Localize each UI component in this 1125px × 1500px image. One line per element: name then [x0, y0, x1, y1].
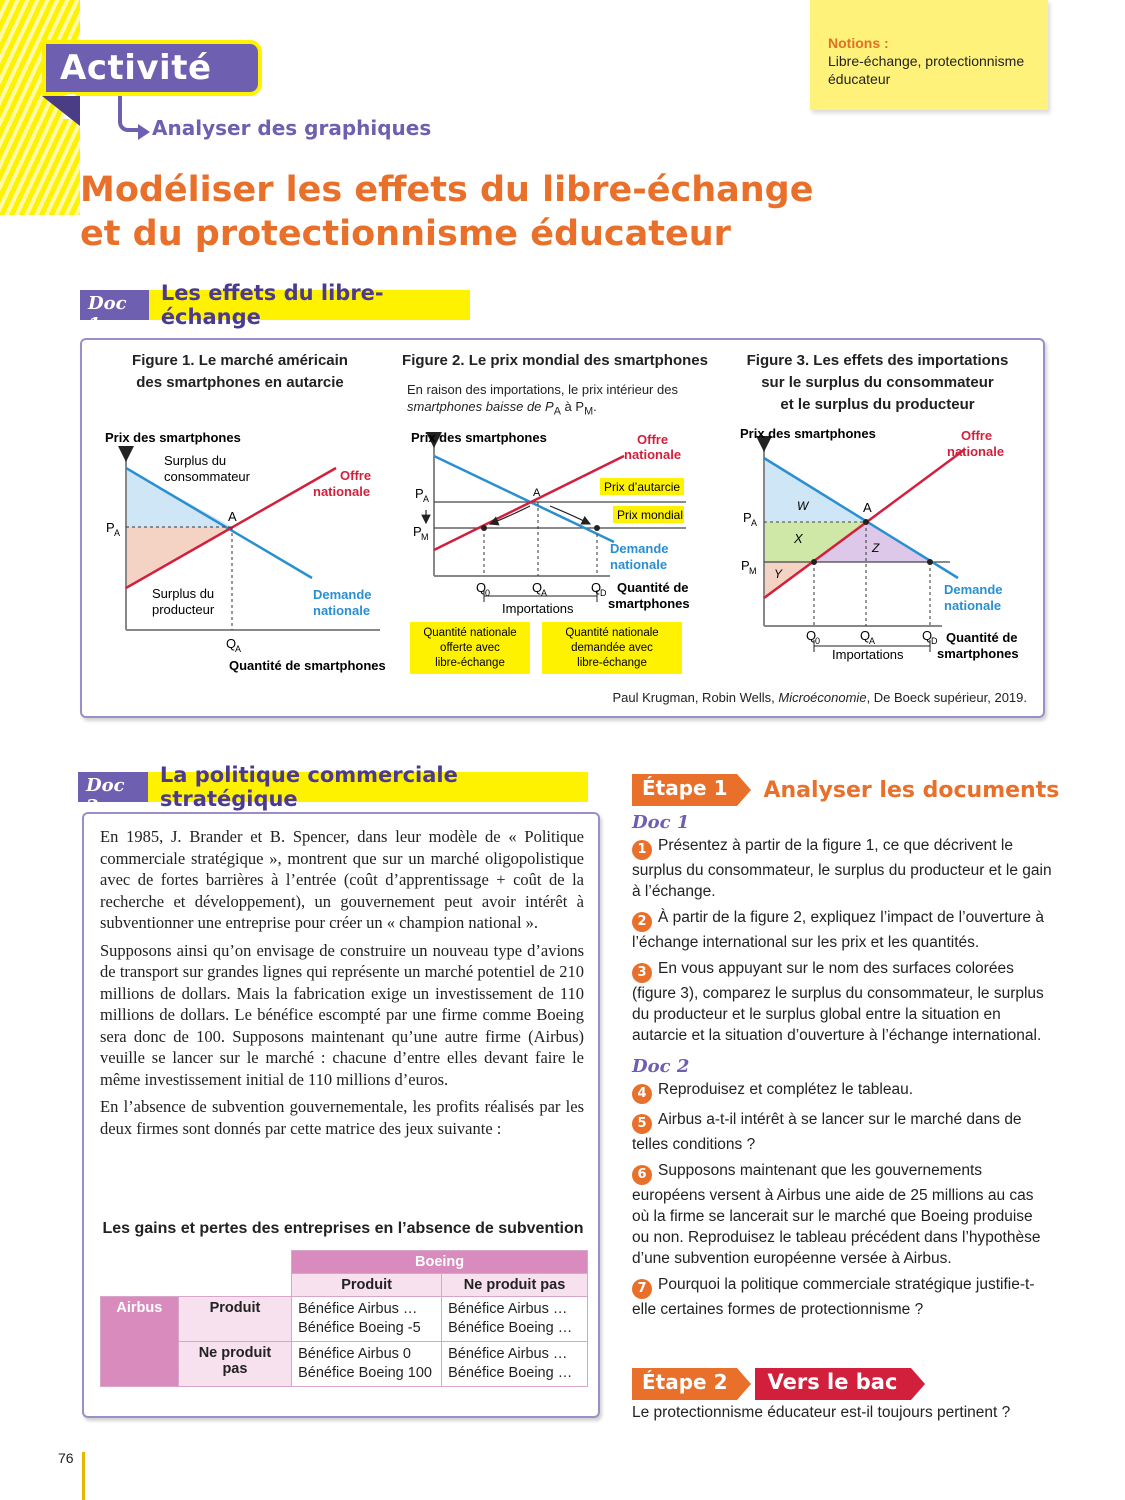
bac-question: Le protectionnisme éducateur est-il toujours pertinent ?: [632, 1404, 1011, 1421]
fig3-title-line2: sur le surplus du consommateur: [761, 374, 994, 391]
question-number: 1: [632, 840, 652, 860]
fig1-title: [120, 350, 360, 394]
etape2-tag: Étape 2: [632, 1368, 737, 1400]
cell-boeing-value: Bénéfice Boeing -5: [298, 1320, 421, 1336]
fig1-demand-label2: nationale: [313, 603, 371, 618]
doc2-tag: Doc 2: [78, 772, 148, 802]
doc2-heading: [78, 763, 588, 817]
fig1-title-line2: des smartphones en autarcie: [136, 374, 344, 391]
cell-airbus-value: Bénéfice Airbus 0: [298, 1346, 411, 1362]
fig1-ps-label2: producteur: [152, 602, 215, 617]
fig2-qa: Q: [532, 580, 543, 595]
game-matrix-table: [100, 1250, 588, 1387]
fig3-pa-sub: A: [751, 518, 758, 528]
table-cell: [292, 1342, 442, 1387]
table-row: [101, 1274, 588, 1297]
fig3-supply-label1: Offre: [961, 428, 993, 443]
fig2-qa-sub: A: [541, 588, 548, 598]
page-bar: [82, 1452, 85, 1500]
source-publisher: , De Boeck supérieur, 2019.: [866, 690, 1027, 705]
fig1-cs-label1: Surplus du: [164, 453, 227, 468]
fig3-title-line1: Figure 3. Les effets des importations: [746, 352, 1009, 369]
question-text: À partir de la figure 2, expliquez l’impact de l’ouverture à l’échange international sur les prix et les quantités.: [632, 909, 1044, 951]
page-number: 76: [58, 1450, 74, 1466]
fig3-pa: P: [743, 510, 752, 525]
question-text: Reproduisez et complétez le tableau.: [658, 1081, 914, 1098]
cell-boeing-value: Bénéfice Boeing 100: [298, 1365, 432, 1381]
badge-notch: [42, 96, 80, 126]
fig3-supply-label2: nationale: [947, 444, 1005, 459]
question-5: [632, 1109, 1052, 1155]
etape2-arrow-icon: [737, 1368, 751, 1400]
fig3-q0-point: [811, 559, 817, 565]
question-number: 7: [632, 1279, 652, 1299]
fig2-supply-label2: nationale: [624, 447, 682, 462]
question-number: 6: [632, 1165, 652, 1185]
doc1-heading: [80, 281, 470, 335]
fig2-qd: Q: [591, 580, 602, 595]
table-cell: [292, 1297, 442, 1342]
doc1-figures: [80, 420, 1045, 690]
doc2-paragraph-3: En l’absence de subvention gouvernementale, les profits réalisés par les deux firmes sont donnés par cette matrice des jeux suivante :: [100, 1097, 584, 1138]
question-number: 4: [632, 1084, 652, 1104]
table-header-airbus-ne-produit-pas: Ne produit pas: [178, 1342, 291, 1387]
doc2-text: [100, 826, 584, 1145]
fig2-demand-line: [434, 456, 614, 542]
doc1-tag: Doc 1: [80, 290, 149, 320]
cell-airbus-value: Bénéfice Airbus …: [298, 1301, 418, 1317]
fig2-xlabel1: Quantité de: [617, 580, 689, 595]
fig2-xlabel2: smartphones: [608, 596, 690, 611]
table-row: [101, 1297, 588, 1342]
fig2-qd-sub: D: [600, 588, 607, 598]
questions-doc2-label: Doc 2: [632, 1056, 690, 1077]
table-header-airbus: Airbus: [101, 1297, 179, 1387]
table-empty-cell: [178, 1251, 291, 1274]
fig2-box2-line2: demandée avec: [571, 642, 653, 654]
fig2-q0-sub: 0: [485, 588, 491, 598]
fig3-q0: Q: [806, 628, 817, 643]
fig2-pm-sub: M: [421, 532, 429, 542]
table-header-boeing-ne-produit-pas: Ne produit pas: [442, 1274, 588, 1297]
fig1-ps-label1: Surplus du: [152, 586, 215, 601]
fig3-qa: Q: [860, 628, 871, 643]
fig2-note-sub2: M: [584, 405, 594, 418]
doc2-title: La politique commerciale stratégique: [159, 763, 458, 811]
table-row: [101, 1251, 588, 1274]
fig3-demand-label2: nationale: [944, 598, 1002, 613]
fig2-pm: P: [413, 524, 422, 539]
question-text: Présentez à partir de la figure 1, ce que décrivent le surplus du consommateur, le surplus du producteur et le gain à l’échange.: [632, 837, 1052, 900]
question-2: [632, 907, 1052, 953]
doc1-title: Les effets du libre-échange: [160, 281, 384, 329]
cell-boeing-value: Bénéfice Boeing …: [448, 1365, 573, 1381]
table-header-boeing-produit: Produit: [292, 1274, 442, 1297]
fig3-xlabel2: smartphones: [937, 646, 1019, 661]
fig2-box1-line1: Quantité nationale: [423, 627, 517, 639]
question-number: 2: [632, 912, 652, 932]
fig2-q0: Q: [476, 580, 487, 595]
question-text: Airbus a-t-il intérêt à se lancer sur le marché dans de telles conditions ?: [632, 1111, 1022, 1153]
fig2-supply-arrow: [490, 506, 530, 524]
figure-1: [105, 430, 386, 673]
doc2-paragraph-2: Supposons ainsi qu’on envisage de construire un nouveau type d’avions de transport sur grandes lignes qui représente un marché potentiel de 210 millions de dollars. Mais la fabrication exige un investissement de 110 millions de dollars. Le bénéfice escompté par une firme comme Boeing sera donc de 100. Supposons maintenant qu’une autre firme (Airbus) veuille se lancer sur le marché : chacune d’entre elles devant faire le même investissement initial de 110 millions d’euros.: [100, 940, 584, 1089]
fig2-note-sub1: A: [553, 405, 561, 418]
cell-airbus-value: Bénéfice Airbus …: [448, 1346, 568, 1362]
arrow-icon: [118, 96, 140, 132]
table-cell: [442, 1297, 588, 1342]
page-title: [80, 168, 980, 256]
etape2-heading: [632, 1368, 925, 1400]
fig2-note-line1: En raison des importations, le prix intérieur des: [407, 382, 678, 397]
arrow-head-icon: [138, 124, 150, 140]
fig1-pa-sub: A: [114, 528, 121, 538]
fig2-ylabel: Prix des smartphones: [411, 430, 547, 445]
fig1-point-a: A: [228, 509, 237, 524]
fig3-title-line3: et le surplus du producteur: [780, 396, 975, 413]
fig3-label-z: Z: [872, 541, 880, 555]
fig1-supply-label1: Offre: [340, 468, 372, 483]
question-number: 5: [632, 1114, 652, 1134]
fig2-box2-line1: Quantité nationale: [565, 627, 659, 639]
fig3-label-x: X: [794, 531, 803, 546]
fig2-box1-line2: offerte avec: [440, 642, 500, 654]
fig2-box1-line3: libre-échange: [435, 657, 505, 669]
fig2-note-end: .: [593, 399, 597, 414]
fig2-qd-point: [594, 525, 600, 531]
fig2-autarky-price-label: Prix d’autarcie: [604, 480, 681, 494]
questions-doc1-label: Doc 1: [632, 812, 690, 833]
fig2-note-mid: à P: [560, 399, 585, 414]
table-empty-cell: [101, 1251, 179, 1274]
table-header-airbus-produit: Produit: [178, 1297, 291, 1342]
fig2-pa-sub: A: [423, 494, 430, 504]
fig3-label-y: Y: [774, 567, 783, 581]
figure-3: [740, 426, 1019, 662]
title-line-1: Modéliser les effets du libre-échange: [80, 170, 814, 210]
fig3-label-w: W: [797, 499, 809, 513]
title-line-2: et du protectionnisme éducateur: [80, 214, 731, 254]
notions-note: [810, 0, 1048, 110]
fig3-q0-sub: 0: [815, 636, 821, 646]
question-text: Supposons maintenant que les gouvernements européens versent à Airbus une aide de 25 millions au cas où la firme se lancerait sur le marché que Boeing produise ou non. Reproduisez le tableau précédent dans l’hypothèse d’une subvention européenne versée à Airbus.: [632, 1162, 1041, 1267]
fig3-imports: Importations: [832, 647, 904, 662]
fig1-title-line1: Figure 1. Le marché américain: [132, 352, 348, 369]
doc2-paragraph-1: En 1985, J. Brander et B. Spencer, dans leur modèle de « Politique commerciale stratégique », montrent que sur un marché oligopolistique avec de fortes barrières à l’entrée (coût d’apprentissage + coût de la recherche et développement), un gouvernement peut avoir intérêt à subventionner une entreprise pour créer un « champion national ».: [100, 827, 584, 932]
notions-label: Notions :: [828, 35, 889, 51]
questions-section: [632, 808, 1052, 1325]
fig3-title: [740, 350, 1015, 416]
table-empty-cell: [101, 1274, 179, 1297]
fig3-xlabel1: Quantité de: [946, 630, 1018, 645]
etape1-heading: [632, 774, 1059, 806]
fig1-ylabel: Prix des smartphones: [105, 430, 241, 445]
fig2-box2-line3: libre-échange: [577, 657, 647, 669]
question-7: [632, 1274, 1052, 1320]
fig3-point-a: A: [863, 500, 872, 515]
figure-2: [410, 430, 690, 674]
fig3-ylabel: Prix des smartphones: [740, 426, 876, 441]
fig3-qd-sub: D: [931, 636, 938, 646]
cell-airbus-value: Bénéfice Airbus …: [448, 1301, 568, 1317]
question-text: En vous appuyant sur le nom des surfaces colorées (figure 3), comparez le surplus du consommateur, le surplus du producteur et le surplus global entre la situation en autarcie et la situation d’ouverture à l’échange international.: [632, 960, 1044, 1044]
bac-arrow-icon: [911, 1368, 925, 1400]
question-text: Pourquoi la politique commerciale stratégique justifie-t-elle certaines formes de protectionnisme ?: [632, 1276, 1035, 1318]
fig1-demand-label1: Demande: [313, 587, 372, 602]
fig1-qa-sub: A: [235, 644, 242, 654]
fig2-note-text: smartphones baisse de P: [407, 399, 554, 414]
fig3-qd: Q: [922, 628, 933, 643]
activity-badge: Activité 1: [42, 40, 262, 96]
question-6: [632, 1160, 1052, 1269]
fig2-pa: P: [415, 486, 424, 501]
question-1: [632, 835, 1052, 902]
fig3-demand-label1: Demande: [944, 582, 1003, 597]
question-3: [632, 958, 1052, 1046]
source-book: Microéconomie: [778, 690, 867, 705]
fig2-imports: Importations: [502, 601, 574, 616]
activity-subtitle: Analyser des graphiques: [152, 116, 432, 140]
fig1-qa: Q: [226, 636, 237, 651]
fig3-a-point: [863, 519, 869, 525]
fig2-supply-label1: Offre: [637, 432, 669, 447]
table-cell: [442, 1342, 588, 1387]
question-number: 3: [632, 963, 652, 983]
fig2-point-a: A: [533, 487, 541, 499]
fig2-demand-label1: Demande: [610, 541, 669, 556]
fig2-title: Figure 2. Le prix mondial des smartphones: [402, 352, 708, 369]
fig1-pa: P: [106, 520, 115, 535]
game-table-title: Les gains et pertes des entreprises en l’absence de subvention: [102, 1220, 584, 1237]
fig2-demand-label2: nationale: [610, 557, 668, 572]
fig1-cs-label2: consommateur: [164, 469, 250, 484]
etape1-arrow-icon: [737, 774, 751, 806]
source-authors: Paul Krugman, Robin Wells,: [612, 690, 779, 705]
etape1-tag: Étape 1: [632, 774, 737, 806]
table-header-boeing: Boeing: [292, 1251, 588, 1274]
fig2-note: [407, 381, 707, 421]
cell-boeing-value: Bénéfice Boeing …: [448, 1320, 573, 1336]
table-empty-cell: [178, 1274, 291, 1297]
etape1-title: Analyser les documents: [763, 777, 1060, 803]
fig2-note-line2: [407, 398, 707, 421]
fig3-qd-point: [927, 559, 933, 565]
fig3-pm-sub: M: [749, 566, 757, 576]
etape2-title: Vers le bac: [755, 1368, 911, 1400]
notions-text: Libre-échange, protectionnisme éducateur: [828, 53, 1025, 87]
fig1-xlabel: Quantité de smartphones: [229, 658, 386, 673]
fig2-q0-point: [481, 525, 487, 531]
question-4: [632, 1079, 1052, 1104]
fig1-supply-label2: nationale: [313, 484, 371, 499]
fig2-world-price-label: Prix mondial: [617, 508, 684, 522]
fig3-pm: P: [741, 558, 750, 573]
fig3-qa-sub: A: [869, 636, 876, 646]
